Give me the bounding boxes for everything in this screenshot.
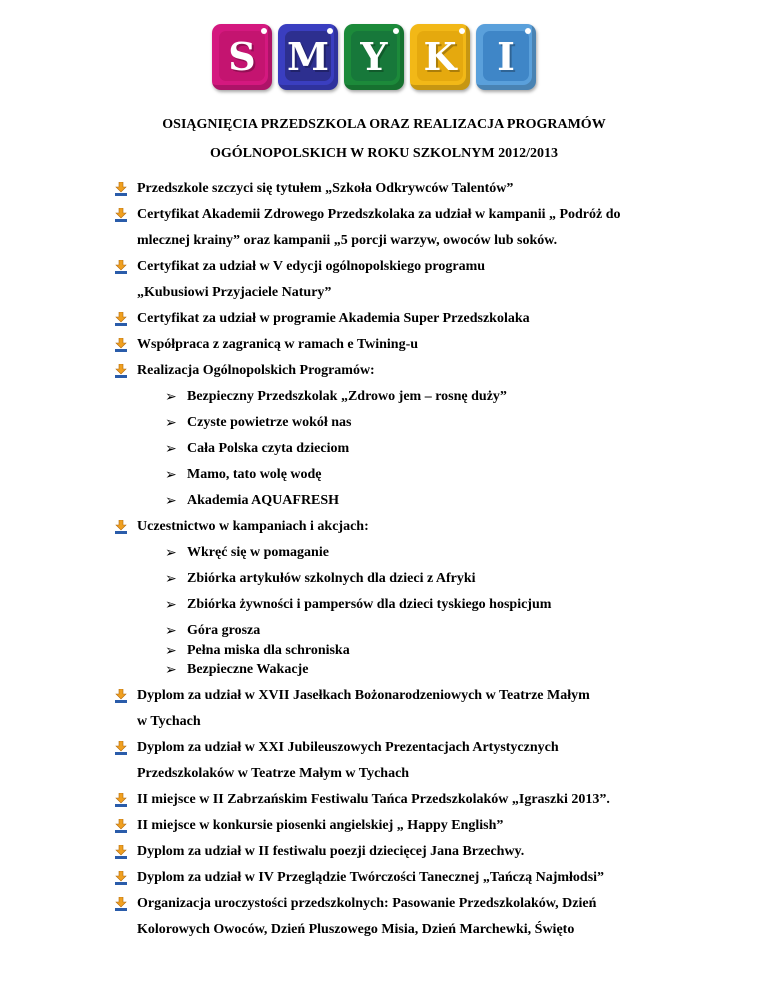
list-item-text: Przedszkole szczyci się tytułem „Szkoła Odkrywców Talentów”	[137, 181, 514, 196]
bullet-arrow-icon	[114, 741, 128, 755]
list-item-text: Dyplom za udział w XXI Jubileuszowych Prezentacjach Artystycznych	[137, 740, 559, 755]
arrow-bullet-icon: ➢	[165, 416, 177, 431]
document-title-line-2: OGÓLNOPOLSKICH W ROKU SZKOLNYM 2012/2013	[210, 146, 558, 161]
arrow-bullet-icon: ➢	[165, 598, 177, 613]
arrow-bullet-icon: ➢	[165, 390, 177, 405]
arrow-bullet-icon: ➢	[165, 663, 177, 678]
list-item-text: Dyplom za udział w XVII Jasełkach Bożonarodzeniowych w Teatrze Małym	[137, 688, 590, 703]
bullet-arrow-icon	[114, 793, 128, 807]
bullet-arrow-icon	[114, 897, 128, 911]
list-item-text: Akademia AQUAFRESH	[187, 493, 340, 508]
list-item-text: Zbiórka artykułów szkolnych dla dzieci z Afryki	[187, 571, 476, 586]
logo-dot	[393, 28, 399, 34]
bullet-arrow-icon	[114, 338, 128, 352]
list-item-text: w Tychach	[137, 714, 201, 729]
bullet-arrow-icon	[114, 364, 128, 378]
logo-dot	[327, 28, 333, 34]
logo-dot	[261, 28, 267, 34]
logo-letter: Y	[351, 31, 397, 81]
list-item-text: II miejsce w II Zabrzańskim Festiwalu Tańca Przedszkolaków „Igraszki 2013”.	[137, 792, 610, 807]
bullet-arrow-icon	[114, 845, 128, 859]
arrow-bullet-icon: ➢	[165, 624, 177, 639]
arrow-bullet-icon: ➢	[165, 494, 177, 509]
list-item-text: Cała Polska czyta dzieciom	[187, 441, 350, 456]
bullet-arrow-icon	[114, 208, 128, 222]
logo-block	[410, 24, 470, 90]
logo-dot	[459, 28, 465, 34]
bullet-arrow-icon	[114, 520, 128, 534]
list-item-text: Kolorowych Owoców, Dzień Pluszowego Misia, Dzień Marchewki, Święto	[137, 922, 575, 937]
list-item-text: Góra grosza	[187, 623, 261, 638]
list-item-text: Współpraca z zagranicą w ramach e Twining-u	[137, 337, 419, 352]
list-item-text: „Kubusiowi Przyjaciele Natury”	[137, 285, 332, 300]
arrow-bullet-icon: ➢	[165, 468, 177, 483]
bullet-arrow-icon	[114, 182, 128, 196]
list-item-text: Bezpieczny Przedszkolak „Zdrowo jem – rosnę duży”	[187, 389, 507, 404]
list-item-text: Wkręć się w pomaganie	[187, 545, 329, 560]
list-item-text: mlecznej krainy” oraz kampanii „5 porcji warzyw, owoców lub soków.	[137, 233, 558, 248]
logo-block	[344, 24, 404, 90]
list-item-text: Dyplom za udział w II festiwalu poezji dziecięcej Jana Brzechwy.	[137, 844, 525, 859]
logo-dot	[525, 28, 531, 34]
list-item-text: Certyfikat za udział w programie Akademia Super Przedszkolaka	[137, 311, 530, 326]
list-item-text: Uczestnictwo w kampaniach i akcjach:	[137, 519, 369, 534]
logo-block	[476, 24, 536, 90]
list-item-text: Dyplom za udział w IV Przeglądzie Twórczości Tanecznej „Tańczą Najmłodsi”	[137, 870, 605, 885]
arrow-bullet-icon: ➢	[165, 572, 177, 587]
list-item-text: Realizacja Ogólnopolskich Programów:	[137, 363, 375, 378]
list-item-text: Mamo, tato wolę wodę	[187, 467, 322, 482]
list-item-text: Bezpieczne Wakacje	[187, 662, 309, 677]
smyki-logo	[212, 24, 536, 90]
arrow-bullet-icon: ➢	[165, 644, 177, 659]
list-item-text: Certyfikat Akademii Zdrowego Przedszkolaka za udział w kampanii „ Podróż do	[137, 207, 621, 222]
logo-block	[278, 24, 338, 90]
logo-letter: M	[285, 31, 331, 81]
logo-letter: K	[417, 31, 463, 81]
list-item-text: Zbiórka żywności i pampersów dla dzieci tyskiego hospicjum	[187, 597, 552, 612]
bullet-arrow-icon	[114, 819, 128, 833]
list-item-text: Pełna miska dla schroniska	[187, 643, 350, 658]
logo-block	[212, 24, 272, 90]
list-item-text: II miejsce w konkursie piosenki angielskiej „ Happy English”	[137, 818, 504, 833]
arrow-bullet-icon: ➢	[165, 546, 177, 561]
list-item-text: Przedszkolaków w Teatrze Małym w Tychach	[137, 766, 410, 781]
logo-letter: S	[219, 31, 265, 81]
bullet-arrow-icon	[114, 871, 128, 885]
bullet-arrow-icon	[114, 260, 128, 274]
document-title-line-1: OSIĄGNIĘCIA PRZEDSZKOLA ORAZ REALIZACJA PROGRAMÓW	[162, 117, 606, 132]
list-item-text: Czyste powietrze wokół nas	[187, 415, 352, 430]
logo-letter: I	[483, 31, 529, 81]
bullet-arrow-icon	[114, 312, 128, 326]
arrow-bullet-icon: ➢	[165, 442, 177, 457]
bullet-arrow-icon	[114, 689, 128, 703]
list-item-text: Certyfikat za udział w V edycji ogólnopolskiego programu	[137, 259, 486, 274]
list-item-text: Organizacja uroczystości przedszkolnych: Pasowanie Przedszkolaków, Dzień	[137, 896, 597, 911]
